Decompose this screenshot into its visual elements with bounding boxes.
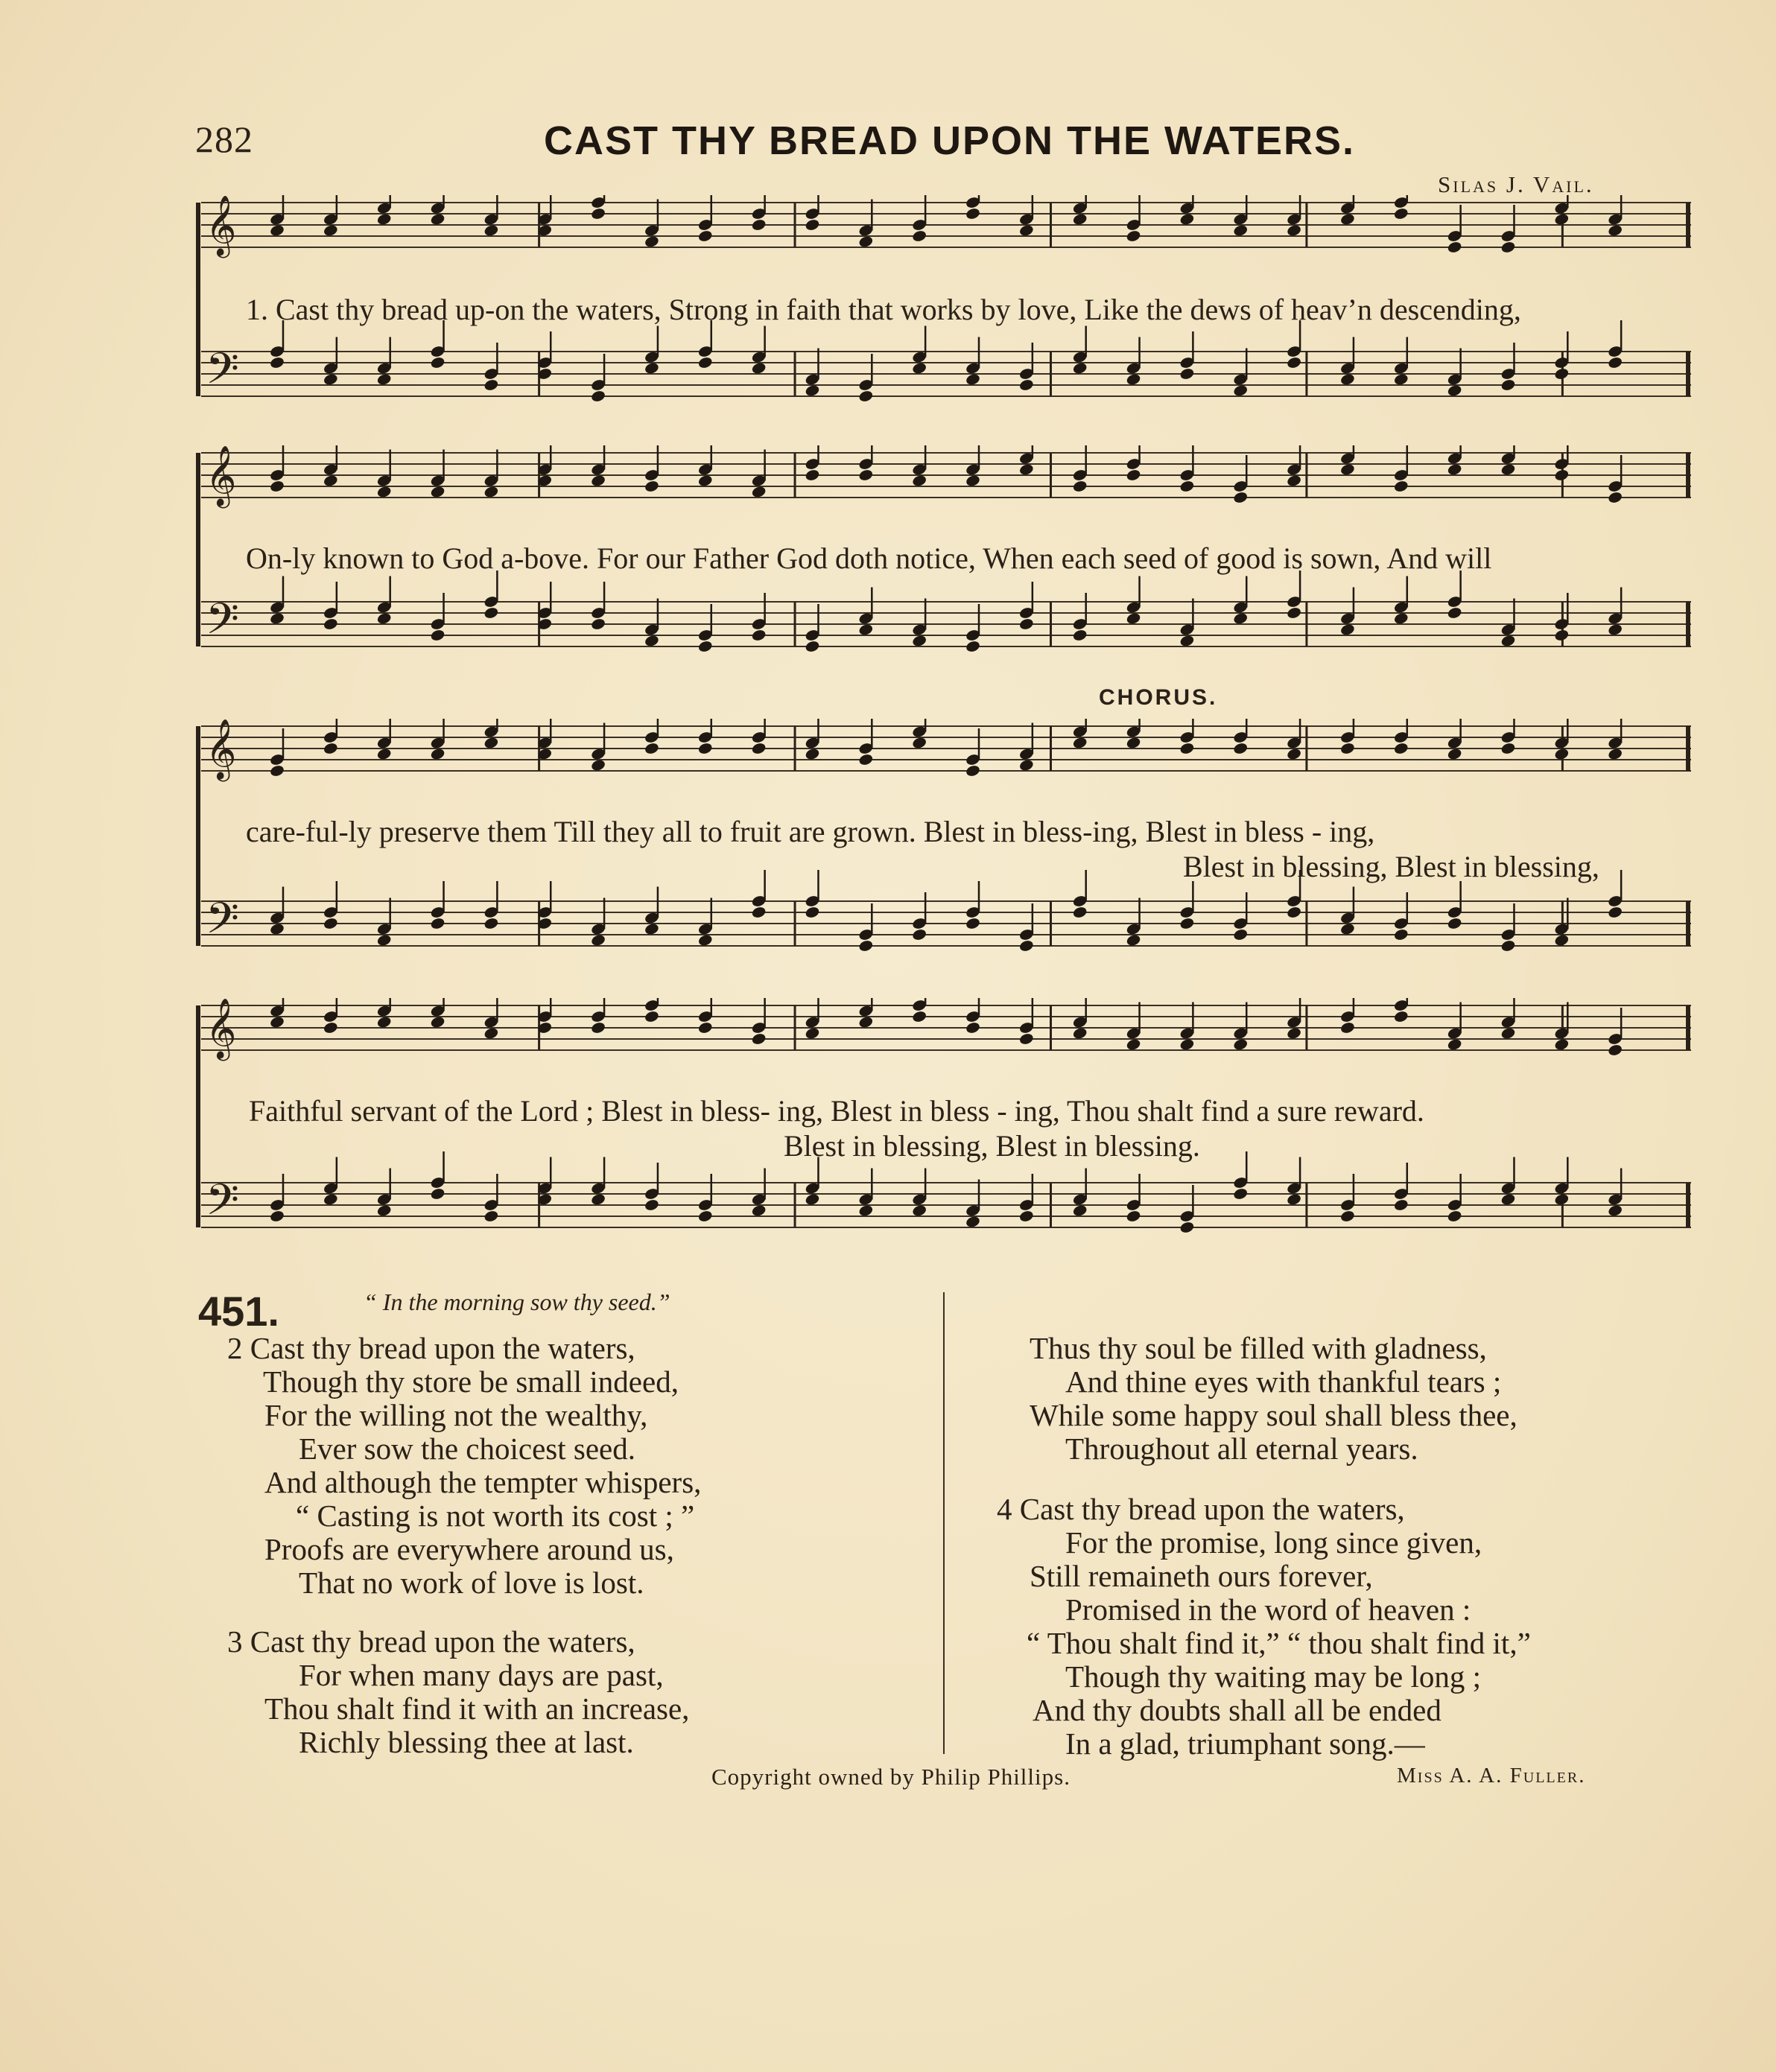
note-head <box>1393 1198 1409 1212</box>
stanza-3-continued <box>1030 1332 1517 1466</box>
note-head <box>697 1210 713 1223</box>
note-head <box>590 758 606 772</box>
stanza-line: While some happy soul shall bless thee, <box>1030 1398 1517 1432</box>
note-head <box>1233 491 1249 504</box>
note-head <box>430 747 445 760</box>
note-head <box>1393 742 1409 755</box>
note-head <box>911 928 927 941</box>
note-head <box>376 1015 392 1029</box>
note-head <box>323 617 338 631</box>
stanza-line: For the willing not the wealthy, <box>264 1398 648 1432</box>
note-head <box>1447 241 1462 254</box>
note-head <box>1018 1032 1034 1046</box>
music-system-1 <box>195 195 1699 419</box>
lyric-line-3: care-ful-ly preserve them Till they all to fruit are grown. Blest in bless-ing, Blest in bless - ing, <box>246 815 1375 848</box>
note-head <box>323 917 338 930</box>
note-head <box>911 736 927 749</box>
note-head <box>1072 629 1088 642</box>
note-head <box>1072 1026 1088 1040</box>
music-system-2 <box>195 445 1699 669</box>
note-head <box>483 917 499 930</box>
note-head <box>1126 933 1141 947</box>
bass-clef-icon: 𝄢 <box>206 1175 240 1236</box>
note-head <box>858 235 874 248</box>
music-system-3 <box>195 719 1699 965</box>
note-head <box>323 1192 338 1206</box>
treble-clef-icon: 𝄞 <box>206 445 237 506</box>
note-head <box>430 485 445 498</box>
note-head <box>751 361 767 375</box>
note-head <box>858 1204 874 1217</box>
note-head <box>1447 1210 1462 1223</box>
note-head <box>1233 928 1249 941</box>
note-head <box>1072 361 1088 375</box>
note-head <box>430 629 445 642</box>
note-head <box>1286 1192 1301 1206</box>
note-head <box>1018 758 1034 772</box>
stanza-line: Richly blessing thee at last. <box>299 1725 634 1759</box>
note-head <box>1607 623 1623 636</box>
note-head <box>323 742 338 755</box>
note-head <box>1126 1037 1141 1051</box>
note-head <box>1339 623 1355 636</box>
note-head <box>1233 611 1249 625</box>
note-head <box>483 736 499 749</box>
stanza-line: 4 Cast thy bread upon the waters, <box>997 1492 1405 1526</box>
note-head <box>269 611 285 625</box>
note-head <box>1126 372 1141 386</box>
bass-clef-icon: 𝄢 <box>206 343 240 404</box>
note-head <box>376 611 392 625</box>
note-head <box>1179 1037 1195 1051</box>
note-head <box>1554 933 1570 947</box>
note-head <box>1286 1026 1301 1040</box>
note-head <box>751 629 767 642</box>
note-head <box>376 1204 392 1217</box>
note-head <box>1072 736 1088 749</box>
note-head <box>1126 736 1141 749</box>
note-head <box>590 207 606 220</box>
note-head <box>590 474 606 487</box>
note-head <box>911 361 927 375</box>
note-head <box>590 617 606 631</box>
note-head <box>751 906 767 919</box>
note-head <box>269 764 285 778</box>
stanza-line: 3 Cast thy bread upon the waters, <box>227 1624 635 1659</box>
note-head <box>805 218 820 232</box>
stanza-line: 2 Cast thy bread upon the waters, <box>227 1331 635 1365</box>
column-divider <box>943 1292 945 1754</box>
note-head <box>965 1215 980 1228</box>
note-head <box>697 640 713 653</box>
note-head <box>1500 378 1516 392</box>
note-head <box>697 474 713 487</box>
note-head <box>1179 480 1195 493</box>
stanza-line: And thy doubts shall all be ended <box>1033 1693 1442 1727</box>
note-head <box>1607 491 1623 504</box>
note-head <box>1393 372 1409 386</box>
note-head <box>1126 1210 1141 1223</box>
note-head <box>1500 742 1516 755</box>
note-head <box>1500 241 1516 254</box>
note-head <box>323 223 338 237</box>
note-head <box>430 356 445 369</box>
note-head <box>644 480 659 493</box>
note-head <box>1393 611 1409 625</box>
note-head <box>1554 747 1570 760</box>
note-head <box>1126 468 1141 482</box>
stanza-2 <box>227 1332 701 1600</box>
note-head <box>430 1187 445 1201</box>
stanza-line: “ Casting is not worth its cost ; ” <box>296 1499 695 1533</box>
note-head <box>697 933 713 947</box>
note-head <box>269 356 285 369</box>
note-head <box>911 1010 927 1023</box>
note-head <box>751 1032 767 1046</box>
note-head <box>965 917 980 930</box>
note-head <box>965 1021 980 1035</box>
note-head <box>1179 367 1195 381</box>
note-head <box>269 922 285 935</box>
note-head <box>269 223 285 237</box>
note-head <box>697 356 713 369</box>
note-head <box>1447 384 1462 397</box>
stanza-line: Proofs are everywhere around us, <box>264 1532 674 1566</box>
note-head <box>1500 1192 1516 1206</box>
note-head <box>805 747 820 760</box>
note-head <box>1233 223 1249 237</box>
note-head <box>1018 378 1034 392</box>
note-head <box>1554 629 1570 642</box>
note-head <box>1126 229 1141 243</box>
note-head <box>644 361 659 375</box>
note-head <box>1018 939 1034 953</box>
note-head <box>1607 356 1623 369</box>
copyright-notice: Copyright owned by Philip Phillips. <box>711 1764 1071 1790</box>
note-head <box>697 229 713 243</box>
note-head <box>697 1021 713 1035</box>
stanza-line: That no work of love is lost. <box>299 1566 644 1600</box>
lyric-line-2: On-ly known to God a-bove. For our Father God doth notice, When each seed of good is sown, And will <box>246 541 1492 575</box>
note-head <box>858 623 874 636</box>
note-head <box>269 1210 285 1223</box>
note-head <box>1339 372 1355 386</box>
note-head <box>1447 606 1462 620</box>
stanza-line: Though thy waiting may be long ; <box>1065 1659 1481 1694</box>
note-head <box>1339 922 1355 935</box>
note-head <box>911 1204 927 1217</box>
note-head <box>697 742 713 755</box>
bass-clef-icon: 𝄢 <box>206 594 240 655</box>
note-head <box>1286 906 1301 919</box>
note-head <box>1447 917 1462 930</box>
lyric-line-3-alt: Blest in blessing, Blest in blessing, <box>1183 850 1599 883</box>
note-head <box>323 372 338 386</box>
note-head <box>805 640 820 653</box>
lyricist-credit: Miss A. A. Fuller. <box>1397 1764 1586 1787</box>
note-head <box>1554 1192 1570 1206</box>
note-head <box>1500 463 1516 476</box>
note-head <box>1607 1204 1623 1217</box>
note-head <box>1072 212 1088 226</box>
stanza-line: Thus thy soul be filled with gladness, <box>1030 1331 1487 1365</box>
note-head <box>858 1015 874 1029</box>
stanza-line: Ever sow the choicest seed. <box>299 1431 635 1466</box>
stanza-3 <box>227 1625 689 1759</box>
note-head <box>1393 1010 1409 1023</box>
note-head <box>1607 1043 1623 1057</box>
note-head <box>430 1015 445 1029</box>
note-head <box>751 218 767 232</box>
note-head <box>430 917 445 930</box>
note-head <box>483 1026 499 1040</box>
stanza-line: Promised in the word of heaven : <box>1065 1592 1471 1627</box>
note-head <box>1447 747 1462 760</box>
note-head <box>269 1015 285 1029</box>
note-head <box>1233 384 1249 397</box>
note-head <box>644 742 659 755</box>
stanza-line: In a glad, triumphant song.— <box>1065 1726 1425 1761</box>
note-head <box>858 939 874 953</box>
note-head <box>1339 463 1355 476</box>
lyric-line-4: Faithful servant of the Lord ; Blest in bless- ing, Blest in bless - ing, Thou shalt find a sure reward. <box>249 1094 1424 1128</box>
note-head <box>430 212 445 226</box>
note-head <box>965 372 980 386</box>
note-head <box>1286 747 1301 760</box>
note-head <box>1018 617 1034 631</box>
note-head <box>1179 1221 1195 1234</box>
stanza-line: Still remaineth ours forever, <box>1030 1559 1373 1593</box>
note-head <box>1233 1037 1249 1051</box>
chorus-label: CHORUS. <box>1099 685 1218 710</box>
note-head <box>1607 223 1623 237</box>
stanza-line: For the promise, long since given, <box>1065 1525 1482 1560</box>
note-head <box>483 606 499 620</box>
note-head <box>805 1192 820 1206</box>
note-head <box>376 372 392 386</box>
note-head <box>1018 1210 1034 1223</box>
treble-clef-icon: 𝄞 <box>206 195 237 255</box>
note-head <box>1233 742 1249 755</box>
epigraph: “ In the morning sow thy seed.” <box>364 1288 670 1315</box>
note-head <box>1607 906 1623 919</box>
note-head <box>1072 906 1088 919</box>
lyric-line-4-alt: Blest in blessing, Blest in blessing. <box>784 1129 1200 1163</box>
page-number: 282 <box>195 118 253 160</box>
note-head <box>805 1026 820 1040</box>
note-head <box>751 1204 767 1217</box>
note-head <box>1393 928 1409 941</box>
note-head <box>644 1010 659 1023</box>
note-head <box>644 235 659 248</box>
note-head <box>965 474 980 487</box>
music-system-4 <box>195 998 1699 1251</box>
note-head <box>1339 1210 1355 1223</box>
note-head <box>376 212 392 226</box>
note-head <box>965 207 980 220</box>
note-head <box>376 485 392 498</box>
note-head <box>1286 474 1301 487</box>
stanza-line: Throughout all eternal years. <box>1065 1431 1418 1466</box>
note-head <box>858 468 874 482</box>
stanza-line: And thine eyes with thankful tears ; <box>1065 1364 1502 1399</box>
note-head <box>1554 212 1570 226</box>
hymn-number: 451. <box>198 1288 279 1335</box>
note-head <box>483 1210 499 1223</box>
stanza-line: And although the tempter whispers, <box>264 1465 702 1499</box>
stanza-line: For when many days are past, <box>299 1658 664 1692</box>
note-head <box>1339 742 1355 755</box>
note-head <box>805 384 820 397</box>
note-head <box>590 390 606 403</box>
note-head <box>805 468 820 482</box>
note-head <box>644 922 659 935</box>
note-head <box>911 229 927 243</box>
note-head <box>858 390 874 403</box>
lyric-line-1: 1. Cast thy bread up-on the waters, Strong in faith that works by love, Like the dews of heav’n descending, <box>246 293 1521 326</box>
treble-clef-icon: 𝄞 <box>206 998 237 1058</box>
note-head <box>1126 611 1141 625</box>
note-head <box>1447 1037 1462 1051</box>
note-head <box>1554 468 1570 482</box>
note-head <box>805 906 820 919</box>
note-head <box>644 634 659 647</box>
note-head <box>1072 480 1088 493</box>
note-head <box>858 753 874 766</box>
note-head <box>1393 480 1409 493</box>
note-head <box>1018 463 1034 476</box>
stanza-line: Though thy store be small indeed, <box>263 1364 679 1399</box>
note-head <box>483 378 499 392</box>
note-head <box>751 742 767 755</box>
bass-clef-icon: 𝄢 <box>206 893 240 954</box>
note-head <box>1286 356 1301 369</box>
note-head <box>911 474 927 487</box>
note-head <box>1072 1204 1088 1217</box>
stanza-line: Thou shalt find it with an increase, <box>264 1691 690 1726</box>
note-head <box>644 1198 659 1212</box>
composer-credit: Silas J. Vail. <box>1438 171 1594 197</box>
note-head <box>1179 742 1195 755</box>
note-head <box>911 634 927 647</box>
note-head <box>1339 212 1355 226</box>
note-head <box>751 485 767 498</box>
stanza-line: “ Thou shalt find it,” “ thou shalt find it,” <box>1027 1626 1531 1660</box>
note-head <box>1554 367 1570 381</box>
note-head <box>376 747 392 760</box>
note-head <box>1286 223 1301 237</box>
note-head <box>590 1021 606 1035</box>
note-head <box>1607 747 1623 760</box>
note-head <box>1393 207 1409 220</box>
note-head <box>1286 606 1301 620</box>
note-head <box>376 933 392 947</box>
note-head <box>1447 463 1462 476</box>
note-head <box>1500 939 1516 953</box>
note-head <box>1554 1037 1570 1051</box>
note-head <box>965 764 980 778</box>
note-head <box>269 480 285 493</box>
treble-clef-icon: 𝄞 <box>206 719 237 779</box>
note-head <box>323 474 338 487</box>
hymn-title: CAST THY BREAD UPON THE WATERS. <box>544 118 1356 163</box>
note-head <box>1179 917 1195 930</box>
note-head <box>590 1192 606 1206</box>
note-head <box>323 1021 338 1035</box>
note-head <box>1339 1021 1355 1035</box>
note-head <box>483 485 499 498</box>
note-head <box>1179 212 1195 226</box>
note-head <box>590 933 606 947</box>
stanza-4 <box>997 1493 1531 1761</box>
note-head <box>483 223 499 237</box>
note-head <box>1179 634 1195 647</box>
note-head <box>1500 634 1516 647</box>
note-head <box>1500 1026 1516 1040</box>
note-head <box>1233 1187 1249 1201</box>
note-head <box>965 640 980 653</box>
note-head <box>1018 223 1034 237</box>
